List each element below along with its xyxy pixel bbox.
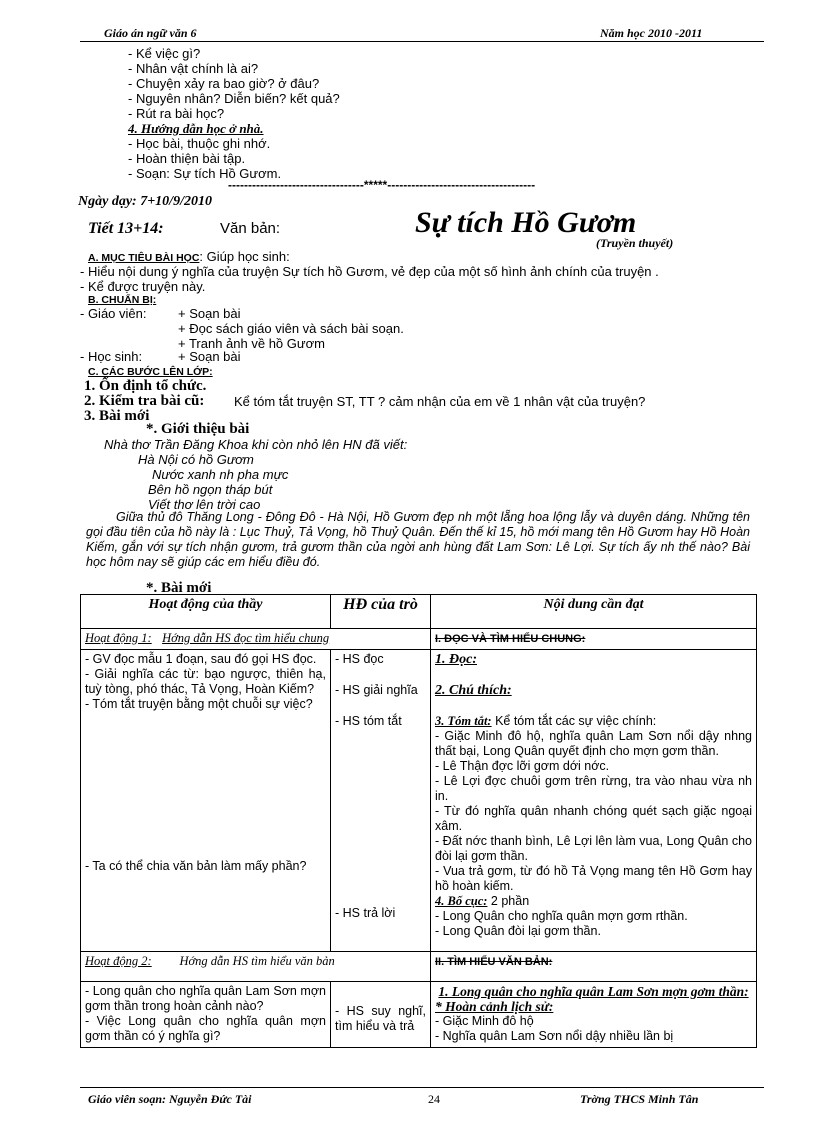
table-cell-line: - Vua trả gơm, từ đó hồ Tả Vọng mang tên Hồ Gơm hay hồ hoàn kiếm. [435, 864, 752, 893]
introduction-heading: *. Giới thiệu bài [146, 421, 250, 437]
content-2-heading: 1. Long quân cho nghĩa quân Lam Sơn mợn gơm thần: [438, 984, 749, 999]
table-cell-line: - Lê Thận đợc lỡi gơm dới nớc. [435, 759, 610, 773]
summary-heading: 3. Tóm tắt: [435, 714, 492, 728]
list-item: - Soạn: Sự tích Hồ Gươm. [128, 166, 282, 181]
historical-context-heading: * Hoàn cảnh lịch sử: [435, 999, 554, 1014]
table-cell-line: - Long quân cho nghĩa quân Lam Sơn mợn gơm thần trong hoàn cảnh nào? [85, 984, 326, 1013]
table-cell-line: - HS tóm tắt [335, 714, 402, 728]
activity-2-title: Hớng dẫn HS tìm hiểu văn bản [179, 954, 335, 968]
list-item: - Kể được truyện này. [80, 279, 206, 294]
section-1-heading-cell [431, 629, 757, 650]
header-rule [80, 41, 764, 42]
table-cell-line: - Giải nghĩa các từ: bạo ngược, thiên hạ, tuỳ tòng, phó thác, Tả Vọng, Hoàn Kiếm? [85, 667, 326, 696]
table-cell-line: - Ta có thể chia văn bản làm mấy phần? [85, 859, 307, 873]
list-item: + Soạn bài [178, 306, 241, 321]
review-question-list [128, 46, 340, 181]
table-cell-line: - Việc Long quân cho nghĩa quân mợn gơm thần có ý nghĩa gì? [85, 1014, 326, 1043]
table-cell-line: - HS trả lời [335, 906, 396, 920]
list-item: - Chuyện xảy ra bao giờ? ở đâu? [128, 76, 320, 91]
activity-1-title: Hớng dẫn HS đọc tìm hiểu chung [162, 631, 330, 645]
content-2 [431, 982, 757, 1048]
footer-rule [80, 1087, 764, 1088]
summary-intro: Kể tóm tắt các sự việc chính: [491, 714, 657, 728]
structure-heading: 4. Bố cục: [435, 894, 488, 908]
table-cell-line: - Long Quân cho nghĩa quân mợn gơm rthần. [435, 909, 688, 923]
objectives-intro: : Giúp học sinh: [199, 249, 290, 264]
list-item: - Hiểu nội dung ý nghĩa của truyện Sự tích hồ Gươm, vẻ đẹp của một số hình ảnh chính của truyện . [80, 264, 659, 279]
section-2-heading: II. TÌM HIỂU VĂN BẢN: [435, 956, 553, 968]
list-item: - Rút ra bài học? [128, 106, 225, 121]
list-item: - Nguyên nhân? Diễn biến? kết quả? [128, 91, 340, 106]
table-cell-line: - HS đọc [335, 652, 384, 666]
objectives-list [80, 264, 659, 294]
poem-line: Bên hồ ngọn tháp bút [148, 482, 273, 497]
footer-author: Giáo viên soạn: Nguyễn Đức Tài [88, 1092, 252, 1106]
table-cell-line: - Giặc Minh đô hộ [435, 1014, 534, 1028]
lesson-title: Sự tích Hồ Gươm [415, 206, 637, 239]
table-cell-line: - Long Quân đòi lại gơm thần. [435, 924, 601, 938]
poem-line: Nước xanh nh pha mực [152, 467, 289, 482]
list-item: + Tranh ảnh về hồ Gươm [178, 336, 325, 351]
step-2-label: 2. Kiểm tra bài cũ: [84, 393, 205, 409]
structure-count: 2 phần [487, 894, 530, 908]
introduction-text: Nhà thơ Trần Đăng Khoa khi còn nhỏ lên HN đã viết: [104, 437, 408, 452]
steps-heading: C. CÁC BƯỚC LÊN LỚP: [88, 366, 213, 378]
activity-1-header [81, 629, 431, 650]
step-3: 3. Bài mới [84, 408, 150, 424]
footer-school: Trờng THCS Minh Tân [580, 1092, 699, 1106]
column-header-student: HĐ của trò [331, 595, 431, 629]
page-number: 24 [428, 1092, 440, 1106]
list-item: + Đọc sách giáo viên và sách bài soạn. [178, 321, 404, 336]
student-activity-2: - HS suy nghĩ, tìm hiểu và trả [331, 982, 431, 1048]
list-item: - Hoàn thiện bài tập. [128, 151, 246, 166]
table-cell-line: - Từ đó nghĩa quân nhanh chóng quét sạch giặc ngoại xâm. [435, 804, 752, 833]
student-prep-label: - Học sinh: [80, 349, 143, 364]
list-item: - Nhân vật chính là ai? [128, 61, 259, 76]
teacher-prep-label: - Giáo viên: [80, 306, 147, 321]
teacher-prep-list [178, 306, 404, 351]
new-lesson-heading: *. Bài mới [146, 580, 212, 596]
preparation-heading: B. CHUẨN BỊ: [88, 294, 157, 306]
table-cell-line: - HS giải nghĩa [335, 683, 418, 697]
activity-1-label: Hoạt động 1: [85, 631, 152, 645]
homework-heading: 4. Hướng dẫn học ở nhà. [128, 121, 264, 136]
text-type-label: Văn bản: [220, 220, 281, 237]
content-1 [431, 650, 757, 952]
table-cell-line: - Nghĩa quân Lam Sơn nổi dậy nhiều lần bị [435, 1029, 674, 1043]
activity-2-header [81, 952, 431, 982]
poem-line: Hà Nội có hồ Gươm [138, 452, 254, 467]
list-item: - Kể việc gì? [128, 46, 201, 61]
teaching-date: Ngày dạy: 7+10/9/2010 [78, 194, 212, 209]
table-cell-line: - Tóm tắt truyện bằng một chuỗi sự việc? [85, 697, 313, 711]
section-2-heading-cell [431, 952, 757, 982]
student-prep-item: + Soạn bài [178, 349, 241, 364]
column-header-content: Nội dung cần đạt [431, 595, 757, 629]
lesson-activity-table [80, 594, 757, 1048]
table-cell-line: - Giặc Minh đô hộ, nghĩa quân Lam Sơn nổi dậy nhng thất bại, Long Quân quyết định cho mợn gơm thần. [435, 729, 752, 758]
table-cell-line: - Đất nớc thanh bình, Lê Lợi lên làm vua, Long Quân cho đòi lại gơm thần. [435, 834, 752, 863]
step-1: 1. Ổn định tổ chức. [84, 378, 207, 394]
column-header-teacher: Hoạt động của thầy [81, 595, 331, 629]
header-school-year: Năm học 2010 -2011 [600, 26, 703, 40]
table-cell-line: - Lê Lợi đợc chuôi gơm trên rừng, tra vào nhau vừa nh in. [435, 774, 752, 803]
lesson-number: Tiết 13+14: [88, 220, 164, 237]
poem-line: Viết thơ lên trời cao [148, 497, 261, 512]
teacher-activity-1 [81, 650, 331, 952]
activity-2-label: Hoạt động 2: [85, 954, 152, 968]
reading-heading: 1. Đọc: [435, 652, 477, 667]
section-divider: ----------------------------------*****------------------------------------- [228, 178, 536, 192]
step-2-text: Kể tóm tắt truyện ST, TT ? cảm nhận của em về 1 nhân vật của truyện? [234, 394, 646, 409]
annotation-heading: 2. Chú thích: [435, 683, 512, 698]
table-cell-line: - GV đọc mẫu 1 đoạn, sau đó gọi HS đọc. [85, 652, 317, 666]
header-subject: Giáo án ngữ văn 6 [104, 26, 197, 40]
poem [138, 452, 288, 512]
objectives-heading: A. MỤC TIÊU BÀI HỌC [88, 252, 200, 264]
lesson-genre: (Truyền thuyết) [596, 236, 674, 250]
student-activity-1 [331, 650, 431, 952]
teacher-activity-2 [81, 982, 331, 1048]
section-1-heading: I. ĐỌC VÀ TÌM HIỂU CHUNG: [435, 633, 586, 645]
introduction-paragraph: Giữa thủ đô Thăng Long - Đông Đô - Hà Nội, Hồ Gươm đẹp nh một lẵng hoa lộng lẫy và duyên dáng. Những tên gọi đầu tiên của hồ này là : Lục Thuỷ, Tả Vọng, hồ Thuỷ Quân. Đến thế kỉ 15, hồ mới mang tên Hồ Gươm hay Hồ Hoàn Kiếm, gắn với sự tích nhận gươm, trả gươm thần của ngời anh hùng đất Lam Sơn: Lê Lợi. Sự tích ấy nh thế nào? Bài học hôm nay sẽ giúp các em hiểu điều đó. [86, 510, 750, 569]
list-item: - Học bài, thuộc ghi nhớ. [128, 136, 271, 151]
